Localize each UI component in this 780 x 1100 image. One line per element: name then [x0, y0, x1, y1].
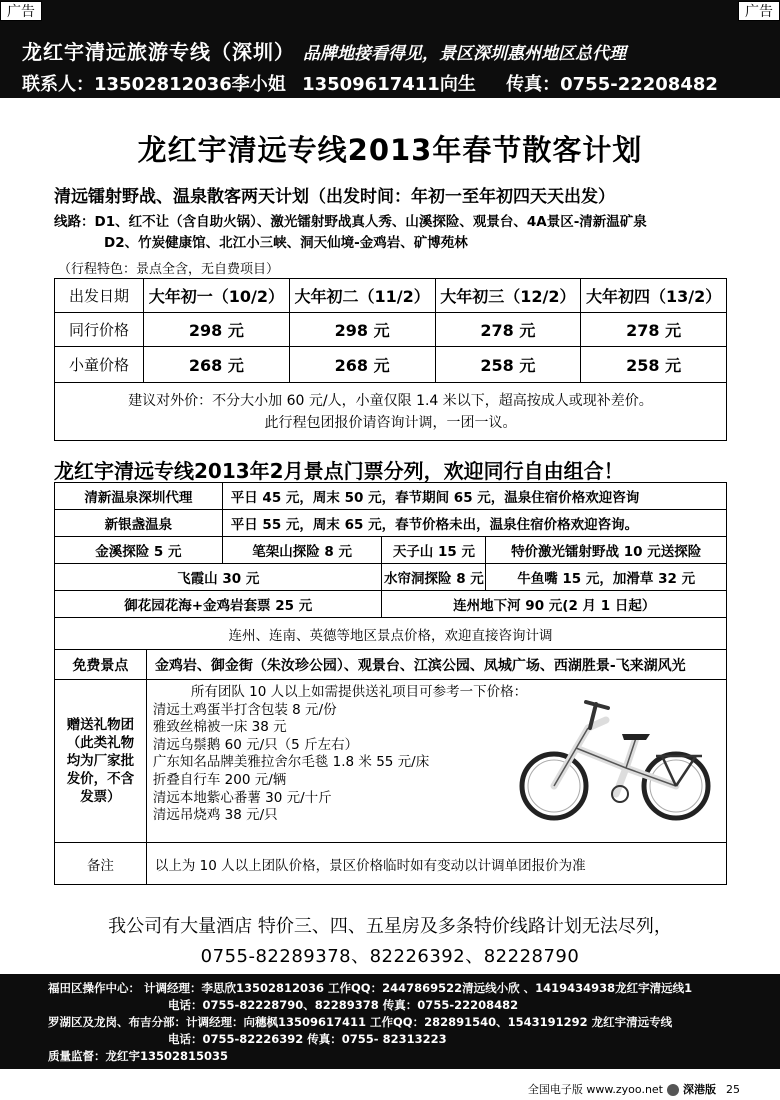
- footer-line-1: 福田区操作中心： 计调经理：李思欣13502812036 工作QQ：2447869522清远线小欣 、1419434938龙红宇清远线1: [48, 981, 693, 995]
- gift-list: [146, 680, 726, 843]
- contact-fax: 传真：0755-22208482: [506, 74, 718, 95]
- price-cell: 268 元: [289, 347, 435, 383]
- gift-label-line: 发票）: [80, 789, 121, 805]
- list-item: 清远吊烧鸡 38 元/只: [152, 807, 278, 824]
- route-line-1: 线路：D1、红不让（含自助火锅）、激光镭射野战真人秀、山溪探险、观景台、4A景区-清新温矿泉: [54, 214, 647, 230]
- ticket-item: 水帘洞探险 8 元: [382, 564, 486, 591]
- price-cell: 258 元: [435, 347, 581, 383]
- table-row: [55, 483, 727, 510]
- row-label: 同行价格: [55, 313, 144, 347]
- ticket-item: 牛鱼嘴 15 元，加滑草 32 元: [486, 564, 727, 591]
- page-number: 25: [726, 1083, 740, 1096]
- ticket-item: 飞霞山 30 元: [55, 564, 382, 591]
- ticket-section-title: 龙红宇清远专线2013年2月景点门票分列，欢迎同行自由组合！: [54, 459, 624, 483]
- table-row: [55, 591, 727, 618]
- ticket-item: 笔架山探险 8 元: [222, 537, 382, 564]
- header-company-line: [22, 36, 772, 65]
- price-cell: 278 元: [435, 313, 581, 347]
- header-contact-line: [22, 70, 772, 96]
- price-cell: 268 元: [144, 347, 290, 383]
- price-table: [54, 278, 727, 441]
- price-note-line-2: 此行程包团报价请咨询计调，一团一议。: [264, 414, 517, 431]
- ticket-desc: 平日 55 元，周末 65 元，春节价格未出，温泉住宿价格欢迎咨询。: [222, 510, 726, 537]
- gift-intro: 所有团队 10 人以上如需提供送礼项目可参考一下价格：: [190, 684, 528, 700]
- folding-bicycle-icon: [516, 698, 716, 828]
- price-note: [55, 383, 727, 441]
- list-item: 清远土鸡蛋半打含包装 8 元/份: [152, 701, 337, 718]
- row-label: 小童价格: [55, 347, 144, 383]
- ad-label-right: 广告: [738, 1, 780, 21]
- table-row: [55, 618, 727, 650]
- remark-text: 以上为 10 人以上团队价格，景区价格临时如有变动以计调单团报价为准: [146, 843, 726, 885]
- ticket-consult-note: 连州、连南、英德等地区景点价格，欢迎直接咨询计调: [55, 618, 727, 650]
- ticket-table: [54, 482, 727, 885]
- gift-label-line: 发价，不含: [66, 771, 135, 787]
- price-cell: 278 元: [581, 313, 727, 347]
- table-row: [55, 313, 727, 347]
- header-cell: 出发日期: [55, 279, 144, 313]
- ticket-item: 御花园花海+金鸡岩套票 25 元: [55, 591, 382, 618]
- publisher-logo-icon: [667, 1084, 679, 1096]
- gift-label-line: 赠送礼物团: [66, 717, 135, 733]
- ticket-name: 清新温泉深圳代理: [55, 483, 223, 510]
- date-cell: 大年初三（12/2）: [435, 279, 581, 313]
- table-row: [55, 383, 727, 441]
- site-url: 全国电子版 www.zyoo.net: [527, 1083, 663, 1096]
- ticket-item: 连州地下河 90 元(2 月 1 日起）: [382, 591, 727, 618]
- table-row: [55, 650, 727, 680]
- table-row: [55, 347, 727, 383]
- ad-label-left: 广告: [0, 1, 42, 21]
- gift-label-line: 均为厂家批: [66, 753, 135, 769]
- hotel-phones: 0755-82289378、82226392、82228790: [200, 946, 580, 967]
- gift-label-line: （此类礼物: [66, 735, 135, 751]
- contact-phone-2: 13509617411向生: [302, 74, 476, 95]
- list-item: 雅致丝棉被一床 38 元: [152, 719, 287, 736]
- table-row: [55, 843, 727, 885]
- ticket-item: 特价激光镭射野战 10 元送探险: [486, 537, 727, 564]
- page-title: 龙红宇清远专线2013年春节散客计划: [137, 133, 643, 167]
- price-note-line-1: 建议对外价：不分大小加 60 元/人，小童仅限 1.4 米以下，超高按成人或现补差价。: [128, 392, 653, 409]
- contact-label: 联系人：: [22, 74, 94, 95]
- gift-label: [55, 680, 147, 843]
- table-row: [55, 510, 727, 537]
- price-cell: 298 元: [289, 313, 435, 347]
- footer-line-4: 电话：0755-82226392 传真：0755- 82313223: [168, 1032, 447, 1046]
- list-item: 折叠自行车 200 元/辆: [152, 771, 287, 788]
- price-cell: 298 元: [144, 313, 290, 347]
- route-line-2: D2、竹炭健康馆、北江小三峡、洞天仙境-金鸡岩、矿博苑林: [104, 235, 468, 251]
- footer-line-3: 罗湖区及龙岗、布吉分部：计调经理：向穗枫13509617411 工作QQ：282891540、1543191292 龙红宇清远专线: [48, 1015, 673, 1029]
- hotel-note: 我公司有大量酒店 特价三、四、五星房及多条特价线路计划无法尽列，: [108, 916, 672, 937]
- contact-footer: [0, 974, 780, 1069]
- company-name: 龙红宇清远旅游专线（深圳）: [22, 40, 295, 64]
- date-cell: 大年初一（10/2）: [144, 279, 290, 313]
- free-sights-desc: 金鸡岩、御金街（朱汝珍公园）、观景台、江滨公园、凤城广场、西湖胜景-飞来湖风光: [146, 650, 726, 680]
- ticket-desc: 平日 45 元，周末 50 元，春节期间 65 元，温泉住宿价格欢迎咨询: [222, 483, 726, 510]
- footer-line-2: 电话：0755-82228790、82289378 传真：0755-22208482: [168, 998, 519, 1012]
- contact-phone-1: 13502812036李小姐: [94, 74, 286, 95]
- route-description: [54, 212, 647, 254]
- remark-label: 备注: [55, 843, 147, 885]
- date-cell: 大年初四（13/2）: [581, 279, 727, 313]
- list-item: 清远乌鬃鹅 60 元/只（5 斤左右）: [152, 736, 359, 753]
- table-row: [55, 564, 727, 591]
- ticket-item: 金溪探险 5 元: [55, 537, 223, 564]
- trip-feature: （行程特色：景点全含，无自费项目）: [58, 262, 280, 277]
- free-sights-label: 免费景点: [55, 650, 147, 680]
- list-item: 清远本地紫心番薯 30 元/十斤: [152, 789, 332, 806]
- ticket-name: 新银盏温泉: [55, 510, 223, 537]
- company-slogan: 品牌地接看得见，景区深圳惠州地区总代理: [302, 44, 626, 64]
- plan-title: 清远镭射野战、温泉散客两天计划（出发时间：年初一至年初四天天出发）: [54, 187, 615, 207]
- edition-label: 深港版: [683, 1083, 716, 1096]
- list-item: 广东知名品牌美雅拉舍尔毛毯 1.8 米 55 元/床: [152, 754, 430, 771]
- price-cell: 258 元: [581, 347, 727, 383]
- header-banner: [0, 0, 780, 98]
- page-footer: [528, 1081, 740, 1097]
- ticket-item: 天子山 15 元: [382, 537, 486, 564]
- table-row: [55, 279, 727, 313]
- footer-line-5: 质量监督：龙红宇13502815035: [48, 1049, 229, 1063]
- table-row: [55, 680, 727, 843]
- table-row: [55, 537, 727, 564]
- date-cell: 大年初二（11/2）: [289, 279, 435, 313]
